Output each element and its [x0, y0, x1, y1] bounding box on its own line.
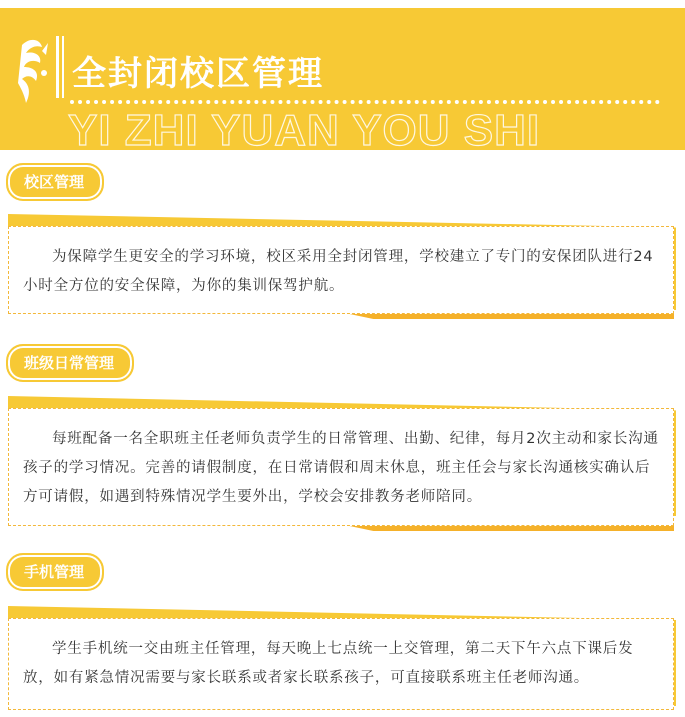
section-text: 每班配备一名全职班主任老师负责学生的日常管理、出勤、纪律，每月2次主动和家长沟通孩子的学习情况。完善的请假制度，在日常请假和周末休息，班主任会与家长沟通核实确认后方可请假，如遇到特殊情况学生要外出，学校会安排教务老师陪同。	[23, 431, 659, 505]
section-tag-class	[6, 344, 134, 382]
section-tag-phone	[6, 553, 104, 591]
content-card-class	[8, 408, 674, 526]
section-tag-campus	[6, 163, 104, 201]
divider-bar	[62, 36, 64, 98]
section-tag-label: 班级日常管理	[24, 354, 115, 372]
page-title: 全封闭校区管理	[72, 54, 324, 94]
header-banner	[0, 8, 685, 150]
section-tag-label: 手机管理	[24, 563, 85, 581]
section-text: 为保障学生更安全的学习环境，校区采用全封闭管理，学校建立了专门的安保团队进行24小时全方位的安全保障，为你的集训保驾护航。	[23, 249, 654, 294]
section-tag-label: 校区管理	[24, 173, 85, 191]
dotted-divider	[70, 100, 660, 104]
divider-bar	[56, 36, 59, 98]
watermark-text: YI ZHI YUAN YOU SHI	[68, 106, 541, 150]
section-text: 学生手机统一交由班主任管理，每天晚上七点统一上交管理，第二天下午六点下课后发放，如有紧急情况需要与家长联系或者家长联系孩子，可直接联系班主任老师沟通。	[23, 641, 634, 686]
content-card-campus	[8, 226, 674, 314]
calligraphy-logo-icon	[14, 33, 54, 113]
content-card-phone	[8, 618, 674, 710]
